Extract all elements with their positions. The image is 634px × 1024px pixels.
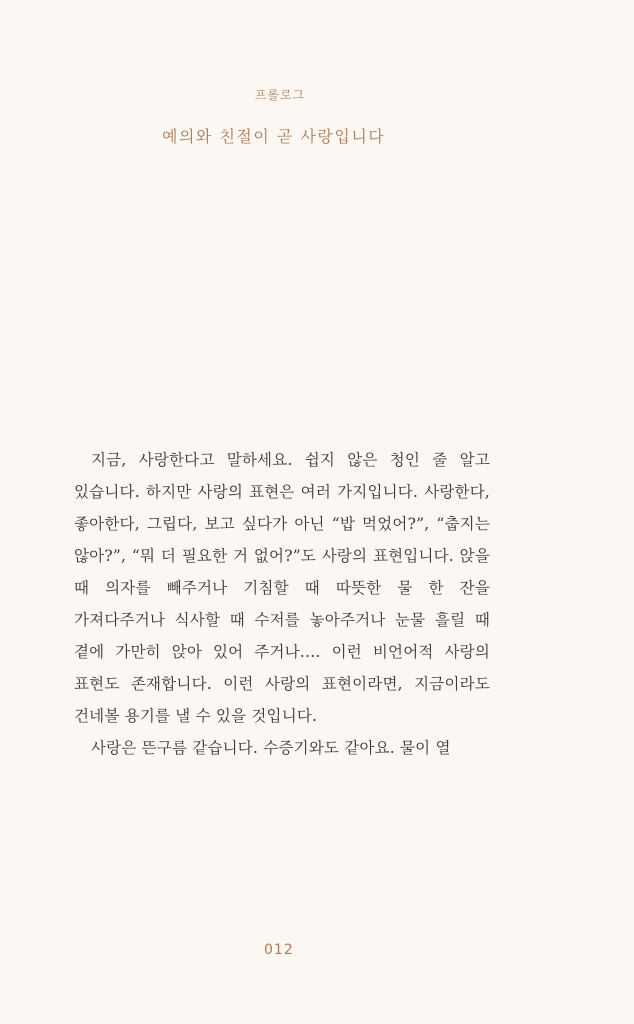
body-text: [74, 444, 490, 764]
paragraph: 사랑은 뜬구름 같습니다. 수증기와도 같아요. 물이 열: [91, 739, 451, 757]
page-number: 012: [264, 942, 294, 958]
paragraph: 지금, 사랑한다고 말하세요. 쉽지 않은 청인 줄 알고 있습니다. 하지만 사랑의 표현은 여러 가지입니다. 사랑한다, 좋아한다, 그립다, 보고 싶다가 아닌 “밥 먹었어?”, “춥지는 않아?”, “뭐 더 필요한 거 없어?”도 사랑의 표현입니다. 앉을 때 의자를 빼주거나 기침할 때 따뜻한 물 한 잔을 가져다주거나 식사할 때 수저를 놓아주거나 눈물 흘릴 때 곁에 가만히 앉아 있어 주거나…. 이런 비언어적 사랑의 표현도 존재합니다. 이런 사랑의 표현이라면, 지금이라도 건네볼 용기를 낼 수 있을 것입니다.: [74, 451, 490, 725]
section-label: 프롤로그: [254, 88, 306, 102]
chapter-title: 예의와 친절이 곧 사랑입니다: [162, 127, 386, 146]
